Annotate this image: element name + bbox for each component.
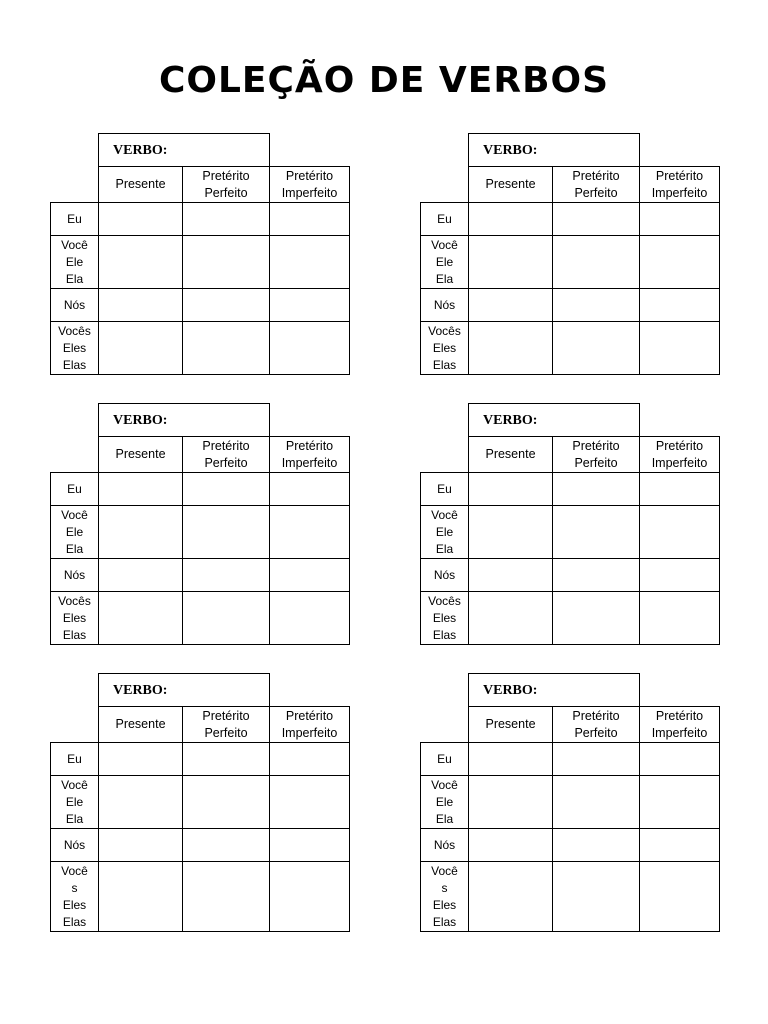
verbo-label: VERBO: bbox=[99, 674, 270, 707]
verb-table bbox=[50, 673, 350, 932]
pronoun-label: Nós bbox=[51, 829, 99, 862]
pronoun-label: Eu bbox=[421, 473, 469, 506]
answer-cell-presente[interactable] bbox=[469, 322, 553, 375]
pronoun-label: Vocês Eles Elas bbox=[421, 322, 469, 375]
answer-cell-imperfeito[interactable] bbox=[270, 473, 350, 506]
header-preterito-imperfeito: Pretérito Imperfeito bbox=[270, 707, 350, 743]
pronoun-label: Você Ele Ela bbox=[421, 506, 469, 559]
answer-cell-imperfeito[interactable] bbox=[270, 322, 350, 375]
header-preterito-perfeito: Pretérito Perfeito bbox=[553, 707, 640, 743]
answer-cell-imperfeito[interactable] bbox=[270, 559, 350, 592]
answer-cell-presente[interactable] bbox=[99, 776, 183, 829]
verbo-label: VERBO: bbox=[469, 134, 640, 167]
answer-cell-imperfeito[interactable] bbox=[640, 776, 720, 829]
row-voces-eles-elas bbox=[421, 322, 720, 375]
header-preterito-imperfeito: Pretérito Imperfeito bbox=[270, 167, 350, 203]
row-eu bbox=[421, 473, 720, 506]
verb-table-1 bbox=[50, 133, 350, 375]
pronoun-label: Vocês Eles Elas bbox=[51, 592, 99, 645]
row-eu bbox=[51, 743, 350, 776]
pronoun-label: Você s Eles Elas bbox=[421, 862, 469, 932]
verb-table bbox=[420, 133, 720, 375]
header-preterito-perfeito: Pretérito Perfeito bbox=[183, 167, 270, 203]
answer-cell-imperfeito[interactable] bbox=[270, 506, 350, 559]
row-voces-eles-elas bbox=[51, 862, 350, 932]
pronoun-label: Nós bbox=[421, 829, 469, 862]
answer-cell-perfeito[interactable] bbox=[183, 743, 270, 776]
verbo-label: VERBO: bbox=[99, 134, 270, 167]
answer-cell-presente[interactable] bbox=[99, 829, 183, 862]
row-nos bbox=[421, 289, 720, 322]
answer-cell-imperfeito[interactable] bbox=[270, 862, 350, 932]
row-nos bbox=[421, 829, 720, 862]
answer-cell-presente[interactable] bbox=[469, 862, 553, 932]
row-voce-ele-ela bbox=[421, 506, 720, 559]
pronoun-label: Você Ele Ela bbox=[421, 776, 469, 829]
answer-cell-perfeito[interactable] bbox=[553, 203, 640, 236]
answer-cell-perfeito[interactable] bbox=[183, 289, 270, 322]
answer-cell-perfeito[interactable] bbox=[553, 473, 640, 506]
answer-cell-imperfeito[interactable] bbox=[270, 289, 350, 322]
answer-cell-imperfeito[interactable] bbox=[270, 236, 350, 289]
answer-cell-perfeito[interactable] bbox=[553, 506, 640, 559]
row-voce-ele-ela bbox=[51, 776, 350, 829]
pronoun-label: Você Ele Ela bbox=[51, 506, 99, 559]
pronoun-label: Eu bbox=[51, 473, 99, 506]
row-voces-eles-elas bbox=[421, 862, 720, 932]
verb-table-3 bbox=[50, 403, 350, 645]
answer-cell-perfeito[interactable] bbox=[183, 322, 270, 375]
pronoun-label: Você Ele Ela bbox=[51, 776, 99, 829]
verb-table bbox=[420, 403, 720, 645]
answer-cell-perfeito[interactable] bbox=[553, 236, 640, 289]
answer-cell-perfeito[interactable] bbox=[553, 592, 640, 645]
answer-cell-presente[interactable] bbox=[469, 743, 553, 776]
answer-cell-presente[interactable] bbox=[99, 559, 183, 592]
answer-cell-presente[interactable] bbox=[99, 592, 183, 645]
answer-cell-imperfeito[interactable] bbox=[640, 862, 720, 932]
pronoun-label: Nós bbox=[51, 289, 99, 322]
answer-cell-perfeito[interactable] bbox=[553, 322, 640, 375]
row-voce-ele-ela bbox=[421, 776, 720, 829]
pronoun-label: Vocês Eles Elas bbox=[51, 322, 99, 375]
header-preterito-perfeito: Pretérito Perfeito bbox=[553, 437, 640, 473]
verbo-label: VERBO: bbox=[469, 674, 640, 707]
answer-cell-perfeito[interactable] bbox=[183, 829, 270, 862]
pronoun-label: Você Ele Ela bbox=[51, 236, 99, 289]
row-voces-eles-elas bbox=[421, 592, 720, 645]
header-preterito-perfeito: Pretérito Perfeito bbox=[553, 167, 640, 203]
pronoun-label: Vocês Eles Elas bbox=[421, 592, 469, 645]
header-presente: Presente bbox=[469, 167, 553, 203]
answer-cell-presente[interactable] bbox=[469, 776, 553, 829]
verb-table-2 bbox=[420, 133, 720, 375]
pronoun-label: Você Ele Ela bbox=[421, 236, 469, 289]
answer-cell-perfeito[interactable] bbox=[553, 776, 640, 829]
row-eu bbox=[51, 203, 350, 236]
row-voces-eles-elas bbox=[51, 592, 350, 645]
answer-cell-perfeito[interactable] bbox=[553, 559, 640, 592]
header-presente: Presente bbox=[99, 167, 183, 203]
verb-table bbox=[50, 403, 350, 645]
answer-cell-presente[interactable] bbox=[469, 559, 553, 592]
row-voce-ele-ela bbox=[421, 236, 720, 289]
verb-table bbox=[420, 673, 720, 932]
row-eu bbox=[51, 473, 350, 506]
answer-cell-imperfeito[interactable] bbox=[640, 289, 720, 322]
answer-cell-imperfeito[interactable] bbox=[640, 559, 720, 592]
answer-cell-presente[interactable] bbox=[99, 289, 183, 322]
answer-cell-perfeito[interactable] bbox=[183, 776, 270, 829]
header-preterito-imperfeito: Pretérito Imperfeito bbox=[640, 437, 720, 473]
row-voce-ele-ela bbox=[51, 506, 350, 559]
answer-cell-imperfeito[interactable] bbox=[270, 743, 350, 776]
answer-cell-imperfeito[interactable] bbox=[640, 829, 720, 862]
answer-cell-imperfeito[interactable] bbox=[270, 592, 350, 645]
answer-cell-presente[interactable] bbox=[99, 236, 183, 289]
answer-cell-presente[interactable] bbox=[99, 322, 183, 375]
verb-table bbox=[50, 133, 350, 375]
verbo-label: VERBO: bbox=[99, 404, 270, 437]
answer-cell-perfeito[interactable] bbox=[183, 862, 270, 932]
row-voce-ele-ela bbox=[51, 236, 350, 289]
pronoun-label: Eu bbox=[421, 203, 469, 236]
answer-cell-presente[interactable] bbox=[99, 506, 183, 559]
answer-cell-imperfeito[interactable] bbox=[270, 203, 350, 236]
answer-cell-imperfeito[interactable] bbox=[640, 203, 720, 236]
answer-cell-presente[interactable] bbox=[469, 473, 553, 506]
verb-table-5 bbox=[50, 673, 350, 932]
answer-cell-perfeito[interactable] bbox=[183, 236, 270, 289]
header-preterito-imperfeito: Pretérito Imperfeito bbox=[640, 167, 720, 203]
answer-cell-perfeito[interactable] bbox=[553, 289, 640, 322]
header-preterito-perfeito: Pretérito Perfeito bbox=[183, 437, 270, 473]
page-title: COLEÇÃO DE VERBOS bbox=[158, 60, 610, 101]
answer-cell-presente[interactable] bbox=[469, 289, 553, 322]
verb-table-6 bbox=[420, 673, 720, 932]
pronoun-label: Eu bbox=[51, 203, 99, 236]
header-presente: Presente bbox=[469, 707, 553, 743]
pronoun-label: Eu bbox=[421, 743, 469, 776]
answer-cell-imperfeito[interactable] bbox=[270, 829, 350, 862]
pronoun-label: Nós bbox=[421, 559, 469, 592]
verbo-label: VERBO: bbox=[469, 404, 640, 437]
row-nos bbox=[51, 289, 350, 322]
answer-cell-perfeito[interactable] bbox=[553, 862, 640, 932]
answer-cell-perfeito[interactable] bbox=[553, 743, 640, 776]
answer-cell-imperfeito[interactable] bbox=[270, 776, 350, 829]
answer-cell-presente[interactable] bbox=[99, 473, 183, 506]
pronoun-label: Nós bbox=[421, 289, 469, 322]
header-preterito-perfeito: Pretérito Perfeito bbox=[183, 707, 270, 743]
answer-cell-perfeito[interactable] bbox=[183, 559, 270, 592]
row-eu bbox=[421, 203, 720, 236]
answer-cell-imperfeito[interactable] bbox=[640, 743, 720, 776]
row-eu bbox=[421, 743, 720, 776]
header-presente: Presente bbox=[99, 707, 183, 743]
answer-cell-presente[interactable] bbox=[469, 592, 553, 645]
answer-cell-presente[interactable] bbox=[469, 236, 553, 289]
row-nos bbox=[51, 559, 350, 592]
pronoun-label: Eu bbox=[51, 743, 99, 776]
answer-cell-perfeito[interactable] bbox=[183, 203, 270, 236]
row-nos bbox=[421, 559, 720, 592]
pronoun-label: Você s Eles Elas bbox=[51, 862, 99, 932]
answer-cell-presente[interactable] bbox=[469, 506, 553, 559]
answer-cell-imperfeito[interactable] bbox=[640, 592, 720, 645]
row-nos bbox=[51, 829, 350, 862]
header-presente: Presente bbox=[99, 437, 183, 473]
answer-cell-perfeito[interactable] bbox=[183, 473, 270, 506]
answer-cell-presente[interactable] bbox=[469, 203, 553, 236]
header-preterito-imperfeito: Pretérito Imperfeito bbox=[270, 437, 350, 473]
header-preterito-imperfeito: Pretérito Imperfeito bbox=[640, 707, 720, 743]
answer-cell-perfeito[interactable] bbox=[183, 506, 270, 559]
answer-cell-imperfeito[interactable] bbox=[640, 506, 720, 559]
answer-cell-presente[interactable] bbox=[99, 203, 183, 236]
answer-cell-imperfeito[interactable] bbox=[640, 473, 720, 506]
verb-table-4 bbox=[420, 403, 720, 645]
answer-cell-imperfeito[interactable] bbox=[640, 236, 720, 289]
answer-cell-presente[interactable] bbox=[99, 862, 183, 932]
answer-cell-presente[interactable] bbox=[99, 743, 183, 776]
answer-cell-perfeito[interactable] bbox=[553, 829, 640, 862]
answer-cell-imperfeito[interactable] bbox=[640, 322, 720, 375]
pronoun-label: Nós bbox=[51, 559, 99, 592]
answer-cell-presente[interactable] bbox=[469, 829, 553, 862]
header-presente: Presente bbox=[469, 437, 553, 473]
answer-cell-perfeito[interactable] bbox=[183, 592, 270, 645]
row-voces-eles-elas bbox=[51, 322, 350, 375]
